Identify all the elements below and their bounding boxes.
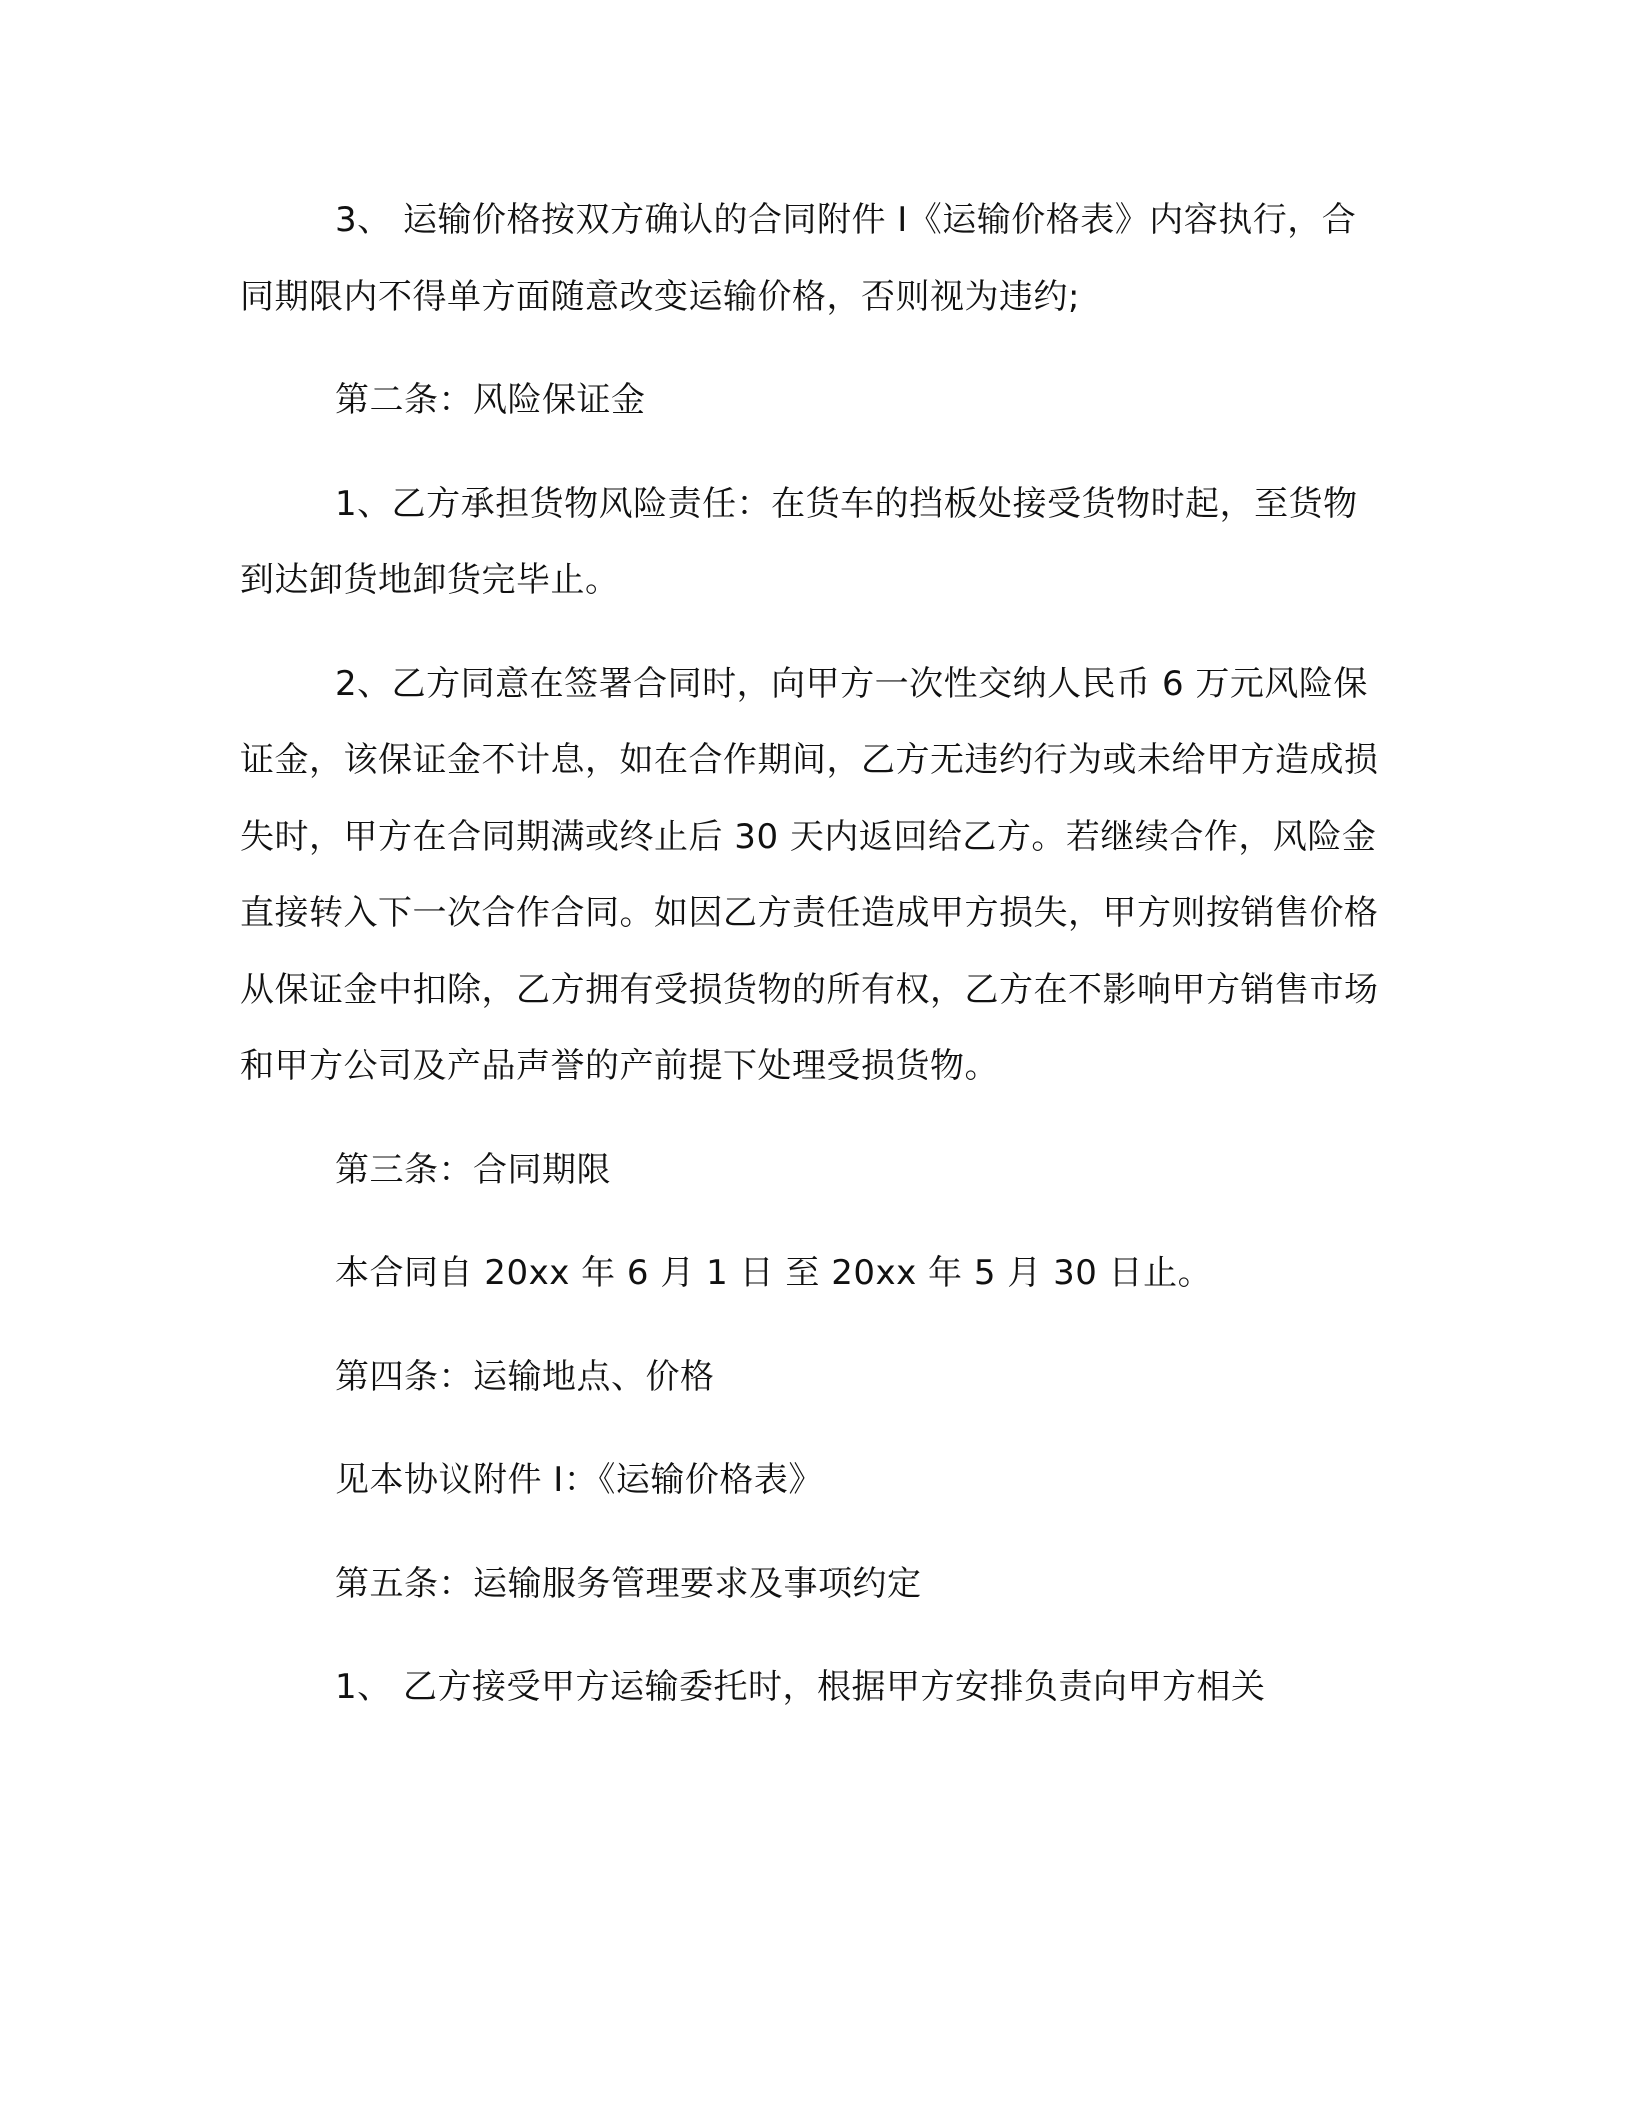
article-four-heading: 第四条：运输地点、价格	[335, 1356, 715, 1397]
article-two-heading: 第二条：风险保证金	[335, 380, 646, 420]
article-five-heading: 第五条：运输服务管理要求及事项约定	[335, 1563, 922, 1604]
contract-term-text: 本合同自 20xx 年 6 月 1 日 至 20xx 年 5 月 30 日止。	[335, 1253, 1213, 1293]
clause-transport-acceptance: 1、 乙方接受甲方运输委托时，根据甲方安排负责向甲方相关	[335, 1667, 1266, 1707]
clause-risk-responsibility: 1、乙方承担货物风险责任：在货车的挡板处接受货物时起，至货物到达卸货地卸货完毕止。	[240, 483, 1358, 600]
clause-risk-deposit: 2、乙方同意在签署合同时，向甲方一次性交纳人民币 6 万元风险保证金，该保证金不计息，如在合作期间，乙方无违约行为或未给甲方造成损失时，甲方在合同期满或终止后 30 天内返回给乙方。若继续合作，风险金直接转入下一次合作合同。如因乙方责任造成甲方损失，甲方则按销售价格从保证金中扣除，乙方拥有受损货物的所有权，乙方在不影响甲方销售市场和甲方公司及产品声誉的产前提下处理受损货物。	[240, 663, 1379, 1086]
document-body	[240, 182, 1380, 1726]
article-three-heading: 第三条：合同期限	[335, 1149, 611, 1190]
annex-reference-text: 见本协议附件 I：《运输价格表》	[335, 1460, 823, 1500]
clause-price-execution: 3、 运输价格按双方确认的合同附件 I《运输价格表》内容执行，合同期限内不得单方面随意改变运输价格，否则视为违约;	[240, 200, 1357, 317]
